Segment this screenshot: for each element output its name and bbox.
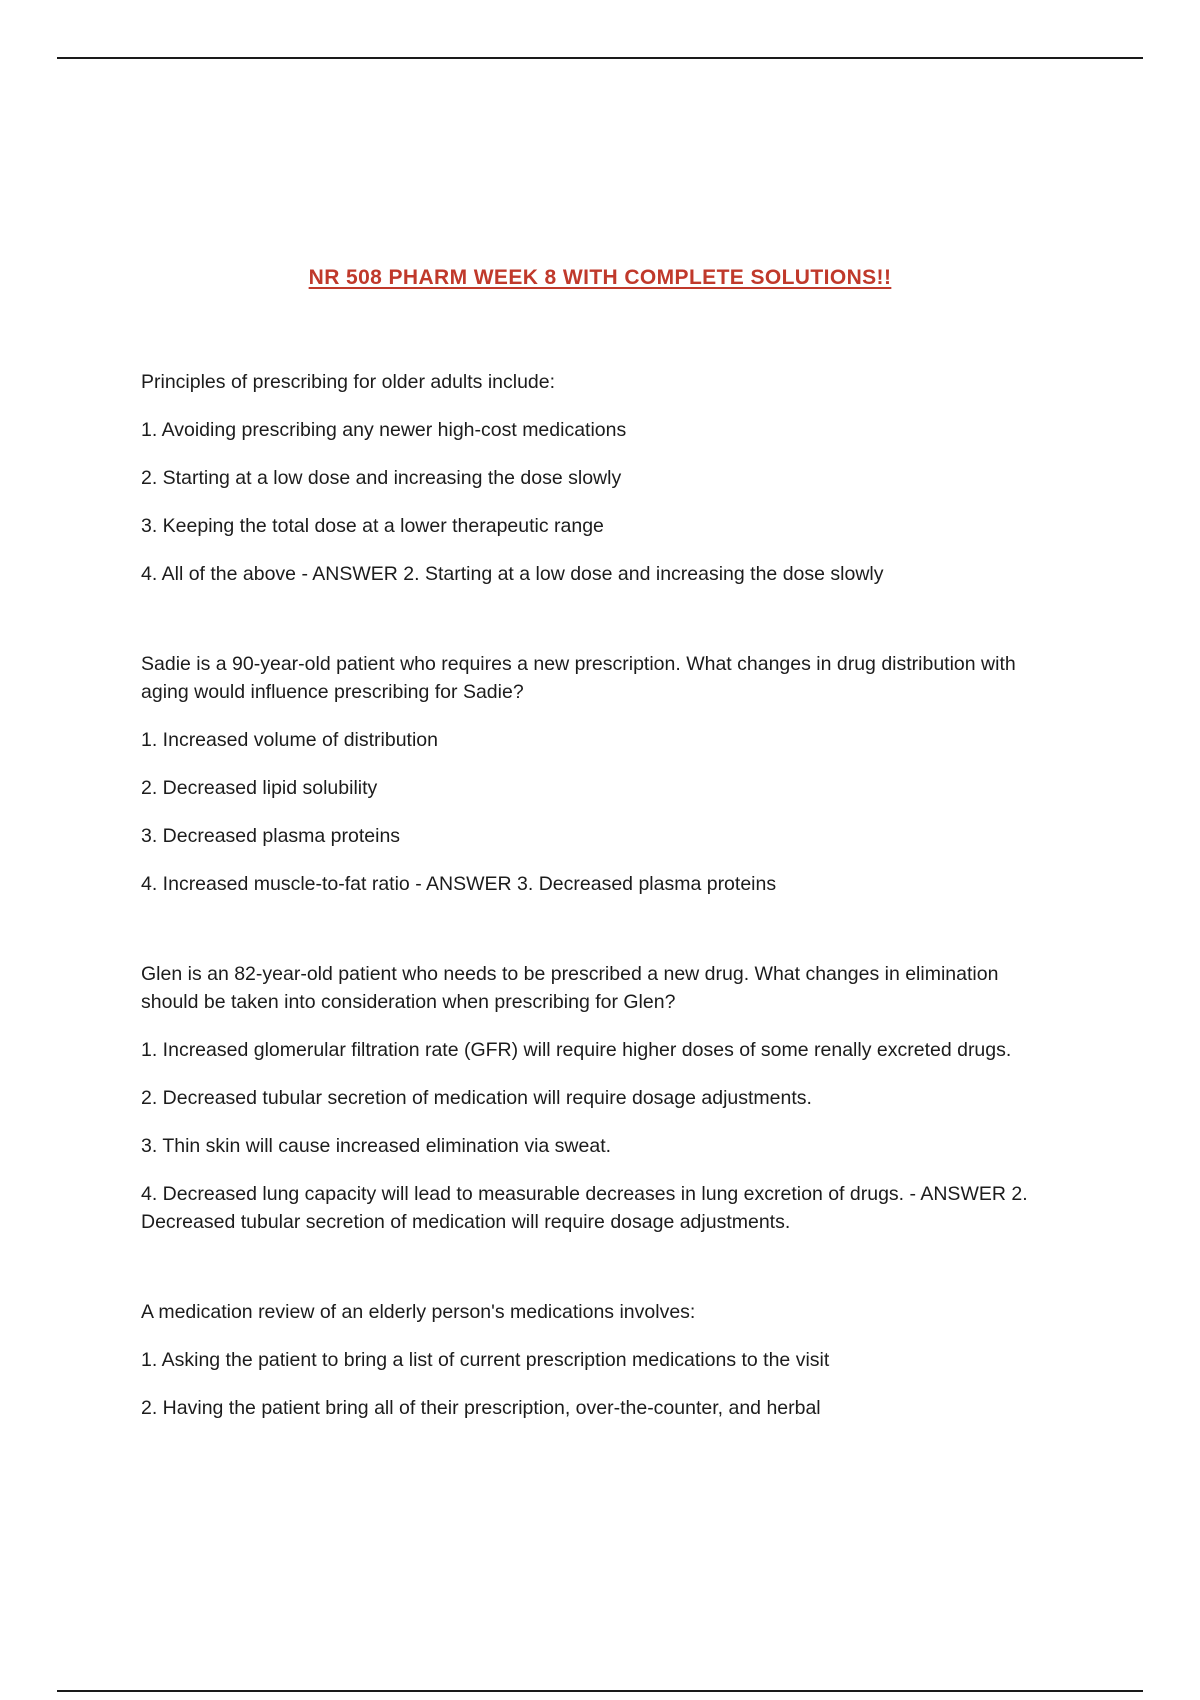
answer-option: 2. Having the patient bring all of their prescription, over-the-counter, and herbal bbox=[141, 1397, 821, 1419]
question-2 bbox=[141, 650, 1061, 898]
question-3 bbox=[141, 960, 1061, 1236]
answer-option: 1. Asking the patient to bring a list of current prescription medications to the visit bbox=[141, 1349, 830, 1371]
document-title bbox=[0, 266, 1200, 290]
answer-option: 2. Starting at a low dose and increasing the dose slowly bbox=[141, 467, 622, 489]
answer-option: 3. Keeping the total dose at a lower therapeutic range bbox=[141, 515, 604, 537]
question-stem: Sadie is a 90-year-old patient who requires a new prescription. What changes in drug distribution with aging would influence prescribing for Sadie? bbox=[141, 653, 1016, 703]
answer-option: 3. Thin skin will cause increased elimination via sweat. bbox=[141, 1135, 612, 1157]
bottom-rule bbox=[57, 1690, 1143, 1692]
answer-option: 4. Decreased lung capacity will lead to measurable decreases in lung excretion of drugs. - ANSWER 2. Decreased tubular secretion of medication will require dosage adjustments. bbox=[141, 1183, 1028, 1233]
answer-option: 1. Increased glomerular filtration rate (GFR) will require higher doses of some renally excreted drugs. bbox=[141, 1039, 1012, 1061]
question-stem: Principles of prescribing for older adults include: bbox=[141, 371, 556, 393]
answer-option: 1. Increased volume of distribution bbox=[141, 729, 438, 751]
question-4 bbox=[141, 1298, 1061, 1422]
answer-option: 4. Increased muscle-to-fat ratio - ANSWER 3. Decreased plasma proteins bbox=[141, 873, 777, 895]
question-stem: Glen is an 82-year-old patient who needs to be prescribed a new drug. What changes in elimination should be taken into consideration when prescribing for Glen? bbox=[141, 963, 999, 1013]
answer-option: 3. Decreased plasma proteins bbox=[141, 825, 401, 847]
answer-option: 2. Decreased tubular secretion of medication will require dosage adjustments. bbox=[141, 1087, 812, 1109]
question-list bbox=[141, 368, 1061, 1422]
answer-option: 2. Decreased lipid solubility bbox=[141, 777, 378, 799]
answer-option: 1. Avoiding prescribing any newer high-cost medications bbox=[141, 419, 627, 441]
question-stem: A medication review of an elderly person's medications involves: bbox=[141, 1301, 696, 1323]
top-rule bbox=[57, 57, 1143, 59]
document-title-text: NR 508 PHARM WEEK 8 WITH COMPLETE SOLUTIONS!! bbox=[308, 266, 892, 289]
answer-option: 4. All of the above - ANSWER 2. Starting at a low dose and increasing the dose slowly bbox=[141, 563, 884, 585]
question-1 bbox=[141, 368, 1061, 588]
